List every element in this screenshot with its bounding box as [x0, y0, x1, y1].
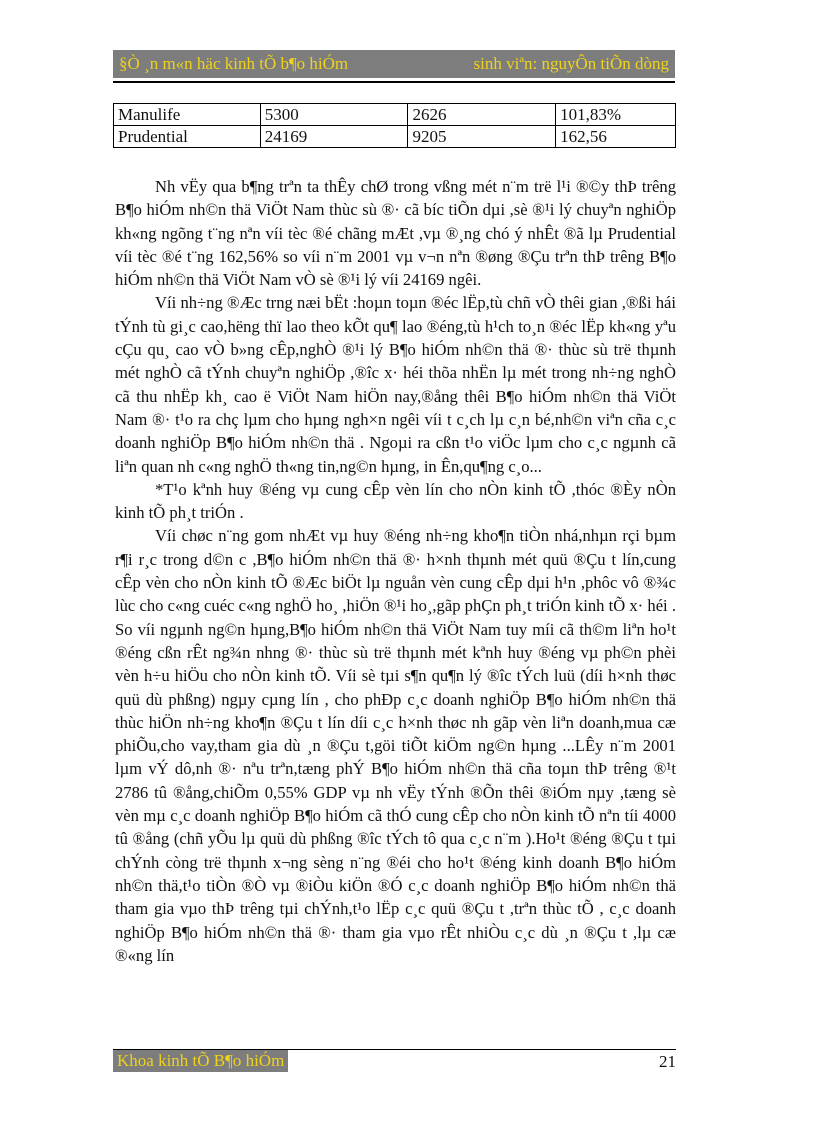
footer-faculty: Khoa kinh tÕ B¶o hiÓm	[113, 1050, 288, 1072]
body-text	[115, 175, 676, 967]
table-cell: 101,83%	[556, 104, 676, 126]
paragraph: Nh vËy qua b¶ng trªn ta thÊy chØ trong vßng mét n¨m trë l¹i ®©y thÞ trêng B¶o hiÓm nh©n thä ViÖt Nam thùc sù ®· cã bíc tiÕn dµi ,sè ®¹i lý chuyªn nghiÖp kh«ng ngõng t¨ng nªn víi tèc ®é chãng mÆt ,vµ ®¸ng chó ý nhÊt ®ã lµ Prudential víi tèc ®é t¨ng 162,56% so víi n¨m 2001 vµ v¬n nªn ®øng ®Çu trªn thÞ trêng B¶o hiÓm nh©n thä ViÖt Nam vÒ sè ®¹i lý víi 24169 ngêi.	[115, 177, 676, 290]
agent-count-table	[113, 103, 676, 148]
table-cell: 162,56	[556, 126, 676, 148]
page-footer	[113, 1049, 676, 1075]
header-author: sinh viªn: nguyÔn tiÕn dòng	[473, 54, 669, 73]
paragraph: Víi nh÷ng ®Æc trng næi bËt :hoµn toµn ®éc lËp,tù chñ vÒ thêi gian ,®ßi hái tÝnh tù gi¸c cao,hëng thï lao theo kÕt qu¶ lao ®éng,tù h¹ch to¸n ®éc lËp kh«ng yªu cÇu qu¸ cao vÒ b»ng cÊp,nghÒ ®¹i lý B¶o hiÓm nh©n thä ®· thùc sù trë thµnh mét nghÒ cã tÝnh chuyªn nghiÖp ,®îc x· héi thõa nhËn lµ mét trong nh÷ng nghÒ cã thu nhËp kh¸ cao ë ViÖt Nam hiÖn nay,®ång thêi B¶o hiÓm nh©n thä ViÖt Nam ®· t¹o ra chç lµm cho hµng ngh×n ngêi víi t c¸ch lµ c¸n bé,nh©n viªn cña c¸c doanh nghiÖp B¶o hiÓm nh©n thä . Ngoµi ra cßn t¹o viÖc lµm cho c¸c ngµnh cã liªn quan nh c«ng nghÖ th«ng tin,ng©n hµng, in Ên,qu¶ng c¸o...	[115, 293, 676, 476]
page-number: 21	[659, 1052, 676, 1071]
page-header	[113, 50, 675, 78]
table-cell: 5300	[260, 104, 408, 126]
table-row	[114, 126, 676, 148]
table-cell: 9205	[408, 126, 556, 148]
paragraph: Víi chøc n¨ng gom nhÆt vµ huy ®éng nh÷ng kho¶n tiÒn nhá,nhµn rçi bµm r¶i r¸c trong d©n c ,B¶o hiÓm nh©n thä ®· h×nh thµnh mét quü ®Çu t lín,cung cÊp vèn cho nÒn kinh tÕ ®Æc biÖt lµ nguån vèn cung cÊp dµi h¹n ,phôc vô ®¾c lùc cho c«ng cuéc c«ng nghÖ ho¸ ,hiÖn ®¹i ho¸,gãp phÇn ph¸t triÓn kinh tÕ x· héi . So víi ngµnh ng©n hµng,B¶o hiÓm nh©n thä ViÖt Nam tuy míi cã th©m liªn ho¹t ®éng cßn rÊt ng¾n nhng ®· thùc sù trë thµnh mét kªnh huy ®éng vµ ph©n phèi vèn h÷u hiÖu cho nÒn kinh tÕ. Víi sè tµi s¶n qu¶n lý ®îc tÝch luü (díi h×nh thøc quü dù phßng) ngµy cµng lín , cho phÐp c¸c doanh nghiÖp B¶o hiÓm nh©n thä thùc hiÖn nh÷ng kho¶n ®Çu t lín díi c¸c h×nh thøc nh gãp vèn liªn doanh,mua cæ phiÕu,cho vay,tham gia dù ¸n ®Çu t,göi tiÕt kiÖm ng©n hµng ...LÊy n¨m 2001 lµm vÝ dô,nh ®· nªu trªn,tæng phÝ B¶o hiÓm nh©n thä cña toµn thÞ trêng ®¹t 2786 tû ®ång,chiÕm 0,55% GDP vµ nh vËy tÝnh ®Õn thêi ®iÓm nµy ,tæng sè vèn mµ c¸c doanh nghiÖp B¶o hiÓm cã thÓ cung cÊp cho nÒn kinh tÕ nªn tíi 4000 tû ®ång (chñ yÕu lµ quü dù phßng ®îc tÝch tô qua c¸c n¨m ).Ho¹t ®éng ®Çu t tµi chÝnh còng trë thµnh x¬ng sèng n¨ng ®éi cho ho¹t ®éng kinh doanh B¶o hiÓm nh©n thä,t¹o tiÒn ®Ò vµ ®iÒu kiÖn ®Ó c¸c doanh nghiÖp B¶o hiÓm nh©n thä tham gia vµo thÞ trêng tµi chÝnh,t¹o lËp c¸c quü ®Çu t ,trªn thùc tÕ , c¸c doanh nghiÖp B¶o hiÓm nh©n thä ®· tham gia vµo rÊt nhiÒu c¸c dù ¸n ®Çu t ,lµ cæ ®«ng lín	[115, 526, 676, 965]
table-row	[114, 104, 676, 126]
paragraph: *T¹o kªnh huy ®éng vµ cung cÊp vèn lín cho nÒn kinh tÕ ,thóc ®Èy nÒn kinh tÕ ph¸t triÓn .	[115, 479, 676, 523]
header-rule	[113, 81, 675, 83]
table-cell: 24169	[260, 126, 408, 148]
table-cell: 2626	[408, 104, 556, 126]
table-cell: Prudential	[114, 126, 261, 148]
table-cell: Manulife	[114, 104, 261, 126]
header-title: §Ò ¸n m«n häc kinh tÕ b¶o hiÓm	[119, 54, 349, 73]
